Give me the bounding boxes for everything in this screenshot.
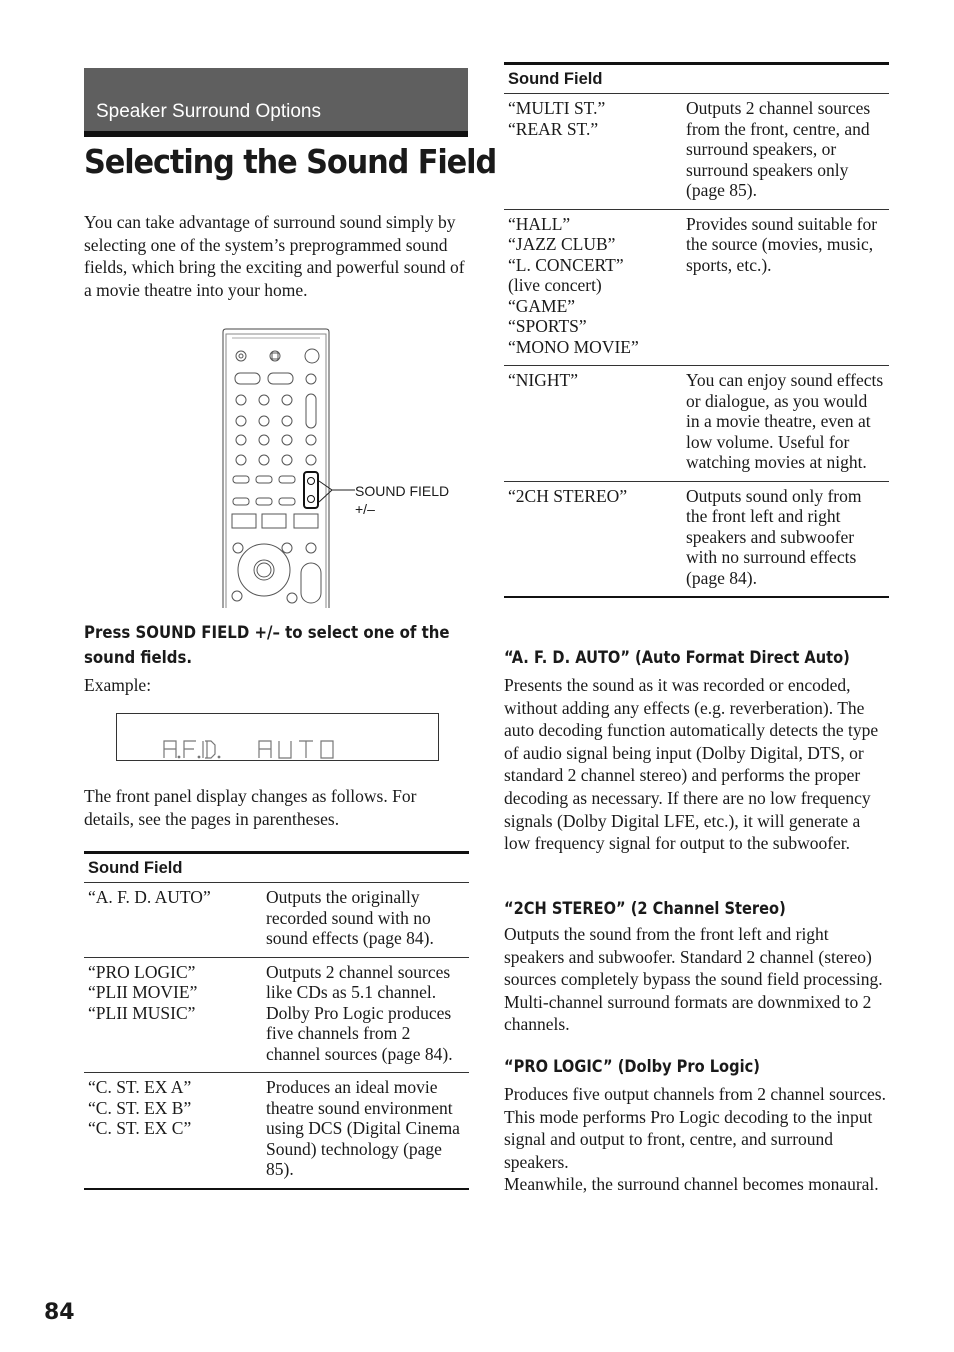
section-label: Speaker Surround Options xyxy=(96,101,321,122)
sound-field-table-left xyxy=(84,851,469,1190)
description-cell: Outputs the originally recorded sound with no sound effects (page 84). xyxy=(262,883,469,958)
remote-control-illustration xyxy=(222,328,330,608)
table-row xyxy=(84,1073,469,1189)
mode-cell: “C. ST. EX A” “C. ST. EX B” “C. ST. EX C” xyxy=(88,1077,192,1138)
sound-field-callout: SOUND FIELD +/– xyxy=(355,483,450,517)
step-heading: Press SOUND FIELD +/– to select one of the sound fields. xyxy=(84,623,450,668)
section-banner xyxy=(84,68,468,137)
intro-paragraph: You can take advantage of surround sound simply by selecting one of the system’s preprogrammed sound fields, which bring the exciting and powerful sound of a movie theatre into your home. xyxy=(84,212,465,300)
table-row xyxy=(84,883,469,958)
table-row xyxy=(504,94,889,210)
stereo-body: Outputs the sound from the front left and right speakers and subwoofer. Standard 2 channel (stereo) sources completely bypass the sound field processing. Multi-channel surround formats are downmixed to 2 channels. xyxy=(504,924,883,1035)
description-cell: Produces an ideal movie theatre sound environment using DCS (Digital Cinema Sound) technology (page 85). xyxy=(266,1077,460,1179)
afd-body: Presents the sound as it was recorded or encoded, without adding any effects (e.g. reverberation). The auto decoding function automatically detects the type of audio signal being input (Dolby Digital, DTS, or standard 2 channel stereo) and performs the proper decoding as necessary. If there are no low frequency signals (Dolby Digital LFE, etc.), it will generate a low frequency signal for output to the subwoofer. xyxy=(504,675,879,854)
sound-field-table-right xyxy=(504,62,889,598)
table-header: Sound Field xyxy=(84,853,469,883)
table-row xyxy=(84,957,469,1073)
description-cell: Outputs 2 channel sources like CDs as 5.1 channel. Dolby Pro Logic produces five channels from 2 channel sources (page 84). xyxy=(262,957,469,1073)
prologic-heading: “PRO LOGIC” (Dolby Pro Logic) xyxy=(504,1057,760,1077)
example-label: Example: xyxy=(84,675,152,695)
table-row xyxy=(504,366,889,482)
page-title: Selecting the Sound Field xyxy=(84,142,497,181)
callout-line xyxy=(318,480,358,504)
prologic-body-2: Meanwhile, the surround channel becomes monaural. xyxy=(504,1174,879,1194)
description-cell: Provides sound suitable for the source (movies, music, sports, etc.). xyxy=(682,209,889,366)
prologic-body: Produces five output channels from 2 channel sources. This mode performs Pro Logic decoding to the input signal and output to front, centre, and surround speakers. xyxy=(504,1084,886,1172)
mode-cell: “MULTI ST.” “REAR ST.” xyxy=(504,94,682,210)
mode-cell: “2CH STEREO” xyxy=(508,485,628,506)
mode-cell: “NIGHT” xyxy=(504,366,682,482)
mode-cell: “HALL” “JAZZ CLUB” “L. CONCERT” (live concert) “GAME” “SPORTS” “MONO MOVIE” xyxy=(504,209,682,366)
description-cell: You can enjoy sound effects or dialogue, as you would in a movie theatre, even at low volume. Useful for watching movies at night. xyxy=(682,366,889,482)
mode-cell: “A. F. D. AUTO” xyxy=(84,883,262,958)
table-header: Sound Field xyxy=(504,64,889,94)
page-number: 84 xyxy=(44,1300,75,1325)
front-panel-note: The front panel display changes as follows. For details, see the pages in parentheses. xyxy=(84,786,417,829)
display-segment-text xyxy=(161,738,351,760)
table-row xyxy=(504,481,889,597)
table-row xyxy=(504,209,889,366)
description-cell: Outputs 2 channel sources from the front, centre, and surround speakers, or surround speakers only (page 85). xyxy=(682,94,889,210)
description-cell: Outputs sound only from the front left and right speakers and subwoofer with no surround effects (page 84). xyxy=(686,485,862,588)
afd-heading: “A. F. D. AUTO” (Auto Format Direct Auto) xyxy=(504,648,850,668)
mode-cell: “PRO LOGIC” “PLII MOVIE” “PLII MUSIC” xyxy=(84,957,262,1073)
front-panel-display xyxy=(116,713,439,761)
stereo-heading: “2CH STEREO” (2 Channel Stereo) xyxy=(504,899,786,919)
